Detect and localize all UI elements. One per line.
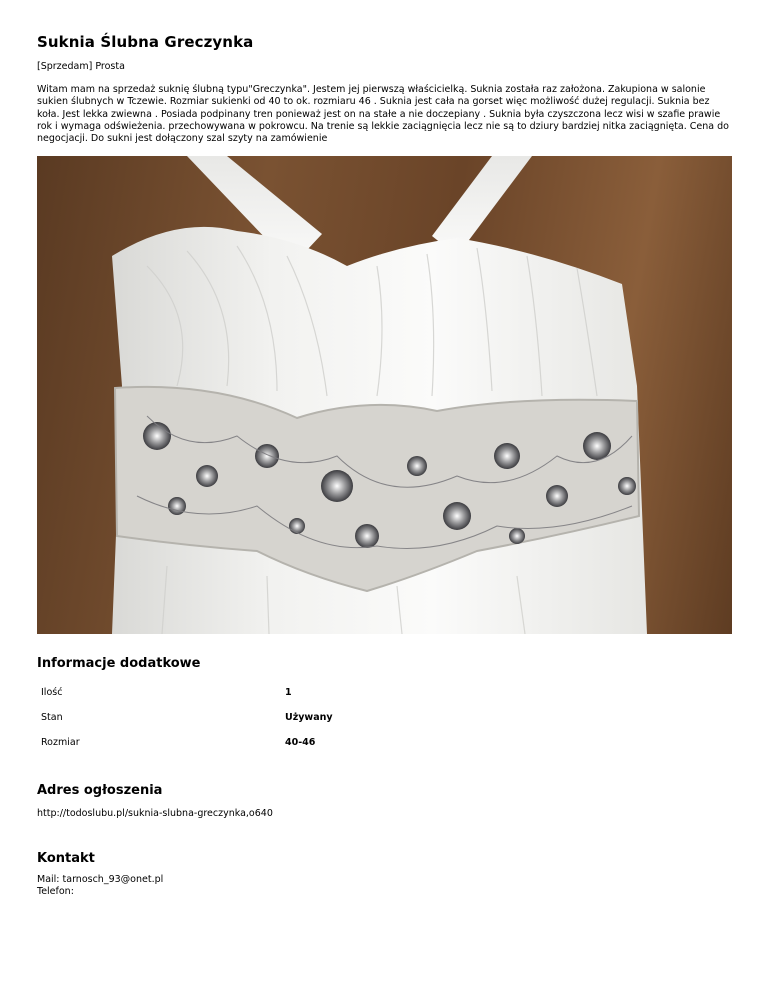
- address-heading: Adres ogłoszenia: [37, 783, 163, 798]
- listing-description: Witam mam na sprzedaż suknię ślubną typu"Greczynka". Jestem jej pierwszą właścicielką. Suknia została raz założona. Zakupiona w salonie sukien ślubnych w Tczewie. Rozmiar sukienki od 40 to ok. rozmiaru 46 . Suknia jest cała na gorset więc możliwość dużej regulacji. Suknia bez koła. Jest lekka zwiewna . Posiada podpinany tren ponieważ jest on na stałe a nie doczepiany . Suknia była czyszczona lecz wisi w szafie prawie rok i wymaga odświeżenia. przechowywana w pokrowcu. Na trenie są lekkie zaciągnięcia lecz nie są to dziury bardziej nitka zaciągnięta. Cena do negocjacji. Do sukni jest dołączony szal szyty na zamówienie: [37, 84, 729, 145]
- dress-photo: [37, 156, 732, 634]
- table-row: [41, 730, 333, 755]
- listing-title: Suknia Ślubna Greczynka: [37, 33, 254, 51]
- contact-mail[interactable]: Mail: tarnosch_93@onet.pl: [37, 874, 164, 885]
- condition-label: Stan: [41, 712, 63, 723]
- quantity-label: Ilość: [41, 687, 63, 698]
- quantity-value: 1: [285, 687, 292, 698]
- contact-details: [37, 874, 163, 898]
- size-value: 40-46: [285, 737, 316, 748]
- contact-heading: Kontakt: [37, 851, 95, 866]
- contact-phone: Telefon:: [37, 886, 74, 897]
- table-row: [41, 680, 333, 705]
- listing-category: [Sprzedam] Prosta: [37, 61, 125, 72]
- size-label: Rozmiar: [41, 737, 80, 748]
- details-table: [41, 680, 333, 755]
- listing-url[interactable]: http://todoslubu.pl/suknia-slubna-greczynka,o640: [37, 808, 273, 819]
- table-row: [41, 705, 333, 730]
- details-heading: Informacje dodatkowe: [37, 656, 201, 671]
- condition-value: Używany: [285, 712, 333, 723]
